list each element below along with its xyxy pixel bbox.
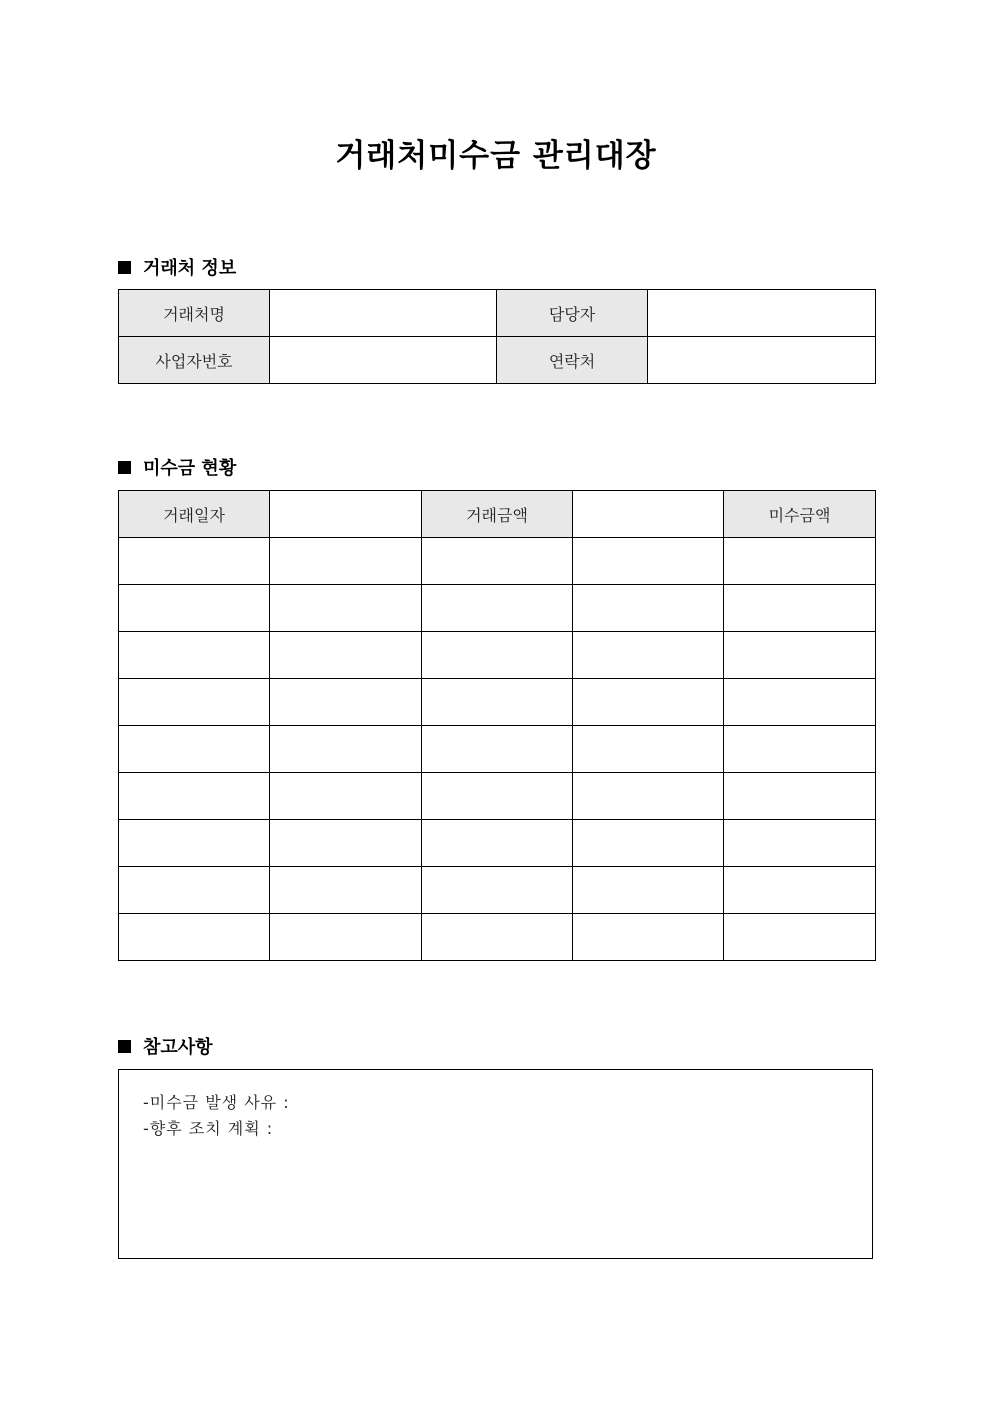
table-header-row [119,491,876,538]
business-number-field[interactable] [270,337,497,384]
notes-box[interactable] [118,1069,873,1259]
table-cell[interactable] [422,538,573,585]
table-row [119,290,876,337]
table-cell[interactable] [422,726,573,773]
table-cell[interactable] [724,632,876,679]
table-cell[interactable] [573,726,724,773]
table-row [119,867,876,914]
table-cell[interactable] [119,773,270,820]
table-row [119,773,876,820]
label-business-number: 사업자번호 [119,337,270,384]
table-cell[interactable] [422,679,573,726]
manager-field[interactable] [648,290,876,337]
table-cell[interactable] [119,867,270,914]
section-title-status: 미수금 현황 [143,458,237,479]
label-client-name: 거래처명 [119,290,270,337]
table-cell[interactable] [573,867,724,914]
table-cell[interactable] [270,585,422,632]
square-bullet-icon [118,261,131,274]
table-cell[interactable] [270,820,422,867]
table-row [119,726,876,773]
table-cell[interactable] [422,820,573,867]
receivables-table [118,490,876,961]
table-row [119,679,876,726]
table-cell[interactable] [422,585,573,632]
table-cell[interactable] [422,773,573,820]
section-title-notes: 참고사항 [143,1037,213,1058]
table-cell[interactable] [422,867,573,914]
label-manager: 담당자 [497,290,648,337]
table-cell[interactable] [119,914,270,961]
client-info-table [118,289,876,384]
square-bullet-icon [118,461,131,474]
table-cell[interactable] [724,773,876,820]
table-cell[interactable] [724,820,876,867]
section-header-status [118,454,236,480]
column-header: 거래일자 [119,491,270,538]
header-blank-cell[interactable] [270,491,422,538]
table-row [119,538,876,585]
client-name-field[interactable] [270,290,497,337]
table-cell[interactable] [270,679,422,726]
column-header: 미수금액 [724,491,876,538]
table-cell[interactable] [724,585,876,632]
table-row [119,337,876,384]
table-cell[interactable] [724,538,876,585]
table-cell[interactable] [573,820,724,867]
table-cell[interactable] [270,726,422,773]
square-bullet-icon [118,1040,131,1053]
table-cell[interactable] [119,585,270,632]
table-cell[interactable] [573,773,724,820]
column-header: 거래금액 [422,491,573,538]
table-cell[interactable] [573,914,724,961]
table-cell[interactable] [119,538,270,585]
note-reason-line: -미수금 발생 사유 : [143,1093,290,1112]
note-plan-line: -향후 조치 계획 : [143,1119,274,1138]
table-cell[interactable] [270,914,422,961]
section-header-notes [118,1033,213,1059]
table-cell[interactable] [724,726,876,773]
table-cell[interactable] [119,632,270,679]
table-cell[interactable] [270,773,422,820]
table-cell[interactable] [573,585,724,632]
page-title: 거래처미수금 관리대장 [335,138,657,174]
table-cell[interactable] [724,914,876,961]
label-contact: 연락처 [497,337,648,384]
table-cell[interactable] [724,867,876,914]
table-cell[interactable] [119,820,270,867]
table-cell[interactable] [422,914,573,961]
table-cell[interactable] [573,538,724,585]
table-row [119,632,876,679]
header-blank-cell[interactable] [573,491,724,538]
table-cell[interactable] [270,632,422,679]
table-cell[interactable] [573,679,724,726]
section-title-info: 거래처 정보 [143,258,237,279]
table-cell[interactable] [119,726,270,773]
table-cell[interactable] [422,632,573,679]
contact-field[interactable] [648,337,876,384]
table-row [119,914,876,961]
table-cell[interactable] [270,867,422,914]
table-cell[interactable] [270,538,422,585]
table-cell[interactable] [724,679,876,726]
table-cell[interactable] [119,679,270,726]
table-cell[interactable] [573,632,724,679]
table-row [119,820,876,867]
table-row [119,585,876,632]
section-header-info [118,254,236,280]
